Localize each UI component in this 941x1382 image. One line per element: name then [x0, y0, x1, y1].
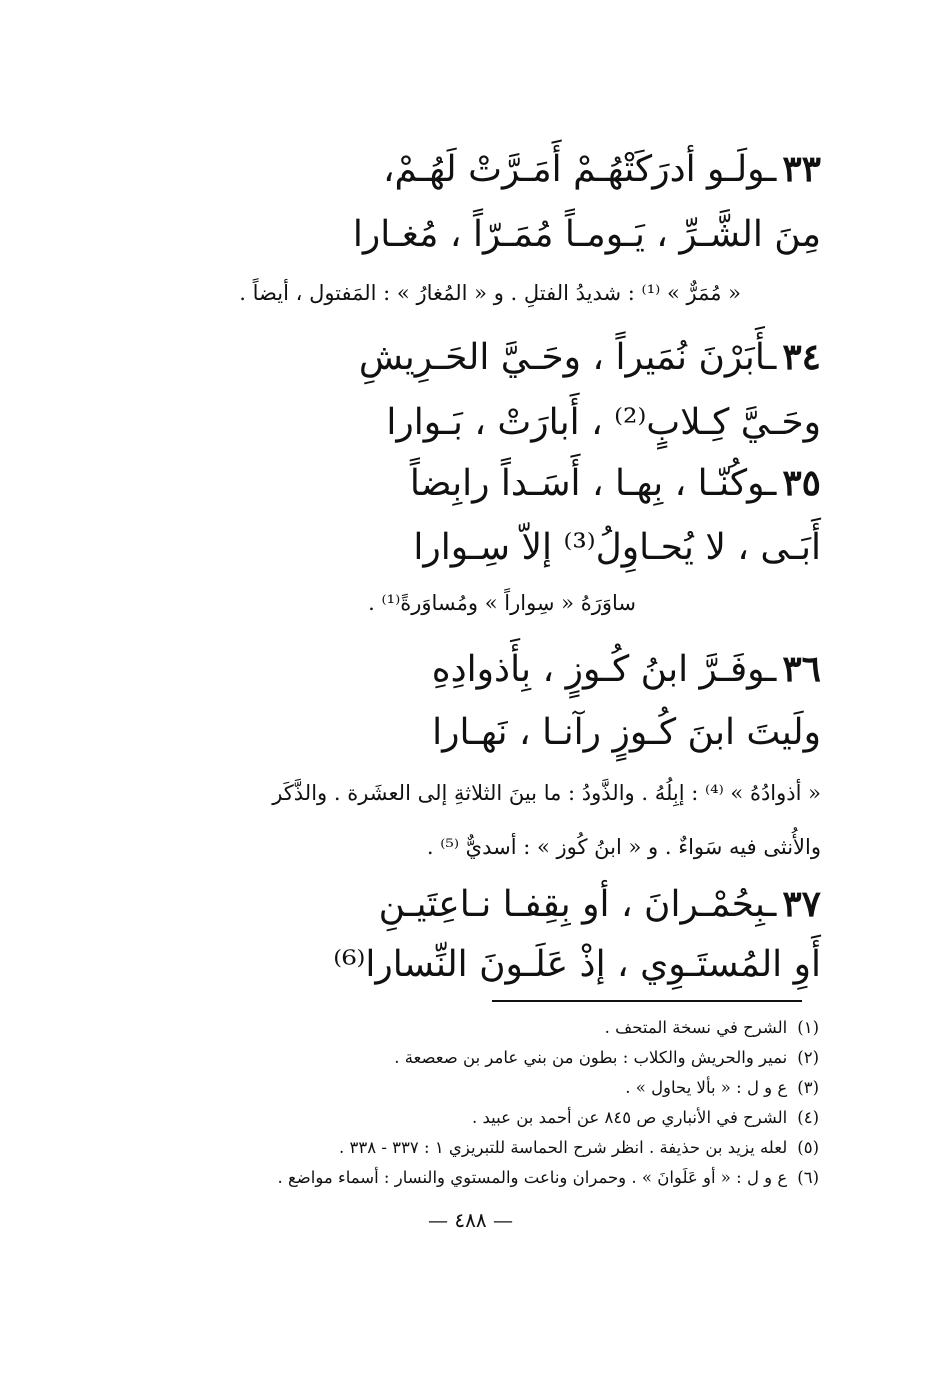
verse-34-first-hemistich: ٣٤ـأَبَرْنَ نُمَيراً ، وحَـيَّ الحَـرِيشِ — [358, 336, 821, 378]
footnote-4 — [472, 1108, 819, 1127]
verse-text: ولَيتَ ابنَ كُـوزٍ رآنـا ، نَهـارا — [432, 712, 821, 753]
footnote-text: ع و ل : « أو عَلَوانَ » . وحمران وناعت والمستوي والنسار : أسماء مواضع . — [277, 1168, 788, 1187]
footnote-text: الشرح في نسخة المتحف . — [604, 1018, 788, 1037]
verse-text: وكُنّـا ، بِهـا ، أَسَـداً رابِضاً — [409, 463, 766, 504]
verse-text: وفَـرَّ ابنُ كُـوزٍ ، بِأَذوادِهِ — [431, 649, 766, 690]
verse-number: ٣٥ — [782, 462, 821, 504]
footnote-number: (٤) — [797, 1108, 819, 1127]
gloss-text: « مُمَرٌّ » ⁽¹⁾ : شديدُ الفتلِ . و « المُغارُ » : المَفتول ، أيضاً . — [239, 281, 741, 305]
footnote-6 — [277, 1168, 819, 1187]
verse-35-gloss — [368, 592, 636, 615]
gloss-text: والأُنثى فيه سَواءٌ . و « ابنُ كُوز » : أسديٌّ ⁽⁵⁾ . — [426, 835, 821, 859]
verse-text: وحَـيَّ كِـلابٍ⁽²⁾ ، أَبارَتْ ، بَـوارا — [386, 402, 821, 443]
verse-34-second-hemistich — [386, 403, 821, 443]
verse-text: أَبَرْنَ نُمَيراً ، وحَـيَّ الحَـرِيشِ — [358, 337, 766, 378]
footnote-divider — [492, 1000, 802, 1002]
footnote-number: (٢) — [797, 1048, 819, 1067]
footnote-number: (٣) — [797, 1078, 819, 1097]
verse-text: بِحُمْـرانَ ، أو بِقِفـا نـاعِتَيـنِ — [378, 884, 766, 925]
verse-number: ٣٦ — [782, 648, 821, 690]
verse-text: مِنَ الشَّـرِّ ، يَـومـاً مُمَـرّاً ، مُغـارا — [352, 214, 821, 255]
verse-36-gloss-line-1 — [272, 782, 821, 805]
gloss-text: ساوَرَهُ « سِواراً » ومُساوَرةً⁽¹⁾ . — [368, 591, 636, 615]
footnote-number: (٥) — [797, 1138, 819, 1157]
verse-37-second-hemistich — [333, 945, 821, 985]
footnote-text: لعله يزيد بن حذيفة . انظر شرح الحماسة للتبريزي ١ : ٣٣٧ - ٣٣٨ . — [338, 1138, 788, 1157]
footnote-3 — [625, 1078, 819, 1097]
verse-33-second-hemistich — [353, 215, 821, 255]
verse-35-second-hemistich — [413, 528, 821, 568]
footnote-2 — [394, 1048, 819, 1067]
footnote-number: (١) — [797, 1018, 819, 1037]
verse-33-first-hemistich: ٣٣ـولَـو أدرَكَتْهُـمْ أَمَـرَّتْ لَهُـمْ، — [382, 148, 821, 190]
footnote-text: الشرح في الأنباري ص ٨٤٥ عن أحمد بن عبيد . — [472, 1108, 788, 1127]
verse-33-gloss — [239, 282, 741, 305]
verse-36-second-hemistich — [432, 713, 821, 753]
verse-text: ولَـو أدرَكَتْهُـمْ أَمَـرَّتْ لَهُـمْ، — [382, 149, 766, 190]
verse-number: ٣٣ — [782, 148, 821, 190]
footnote-5 — [339, 1138, 819, 1157]
footnote-number: (٦) — [797, 1168, 819, 1187]
page-number: — ٤٨٨ — — [428, 1208, 513, 1232]
verse-text: أَوِ المُستَـوِي ، إذْ عَلَـونَ النِّسارا⁽⁶⁾ — [333, 944, 821, 985]
verse-number: ٣٧ — [782, 883, 821, 925]
verse-35-first-hemistich: ٣٥ـوكُنّـا ، بِهـا ، أَسَـداً رابِضاً — [409, 462, 821, 504]
verse-37-first-hemistich: ٣٧ـبِحُمْـرانَ ، أو بِقِفـا نـاعِتَيـنِ — [378, 883, 821, 925]
verse-number: ٣٤ — [782, 336, 821, 378]
footnote-text: نمير والحريش والكلاب : بطون من بني عامر بن صعصعة . — [394, 1048, 788, 1067]
gloss-text: « أذوادُهُ » ⁽⁴⁾ : إبِلُهُ . والذَّودُ : ما بينَ الثلاثةِ إلى العشَرة . والذَّكَر — [272, 781, 821, 805]
footnote-1 — [605, 1018, 819, 1037]
verse-text: أَبَـى ، لا يُحـاوِلُ⁽³⁾ إلاّ سِـوارا — [413, 527, 821, 568]
footnote-text: ع و ل : « بألا يحاول » . — [625, 1078, 788, 1097]
verse-36-gloss-line-2 — [427, 836, 821, 859]
verse-36-first-hemistich: ٣٦ـوفَـرَّ ابنُ كُـوزٍ ، بِأَذوادِهِ — [431, 648, 821, 690]
